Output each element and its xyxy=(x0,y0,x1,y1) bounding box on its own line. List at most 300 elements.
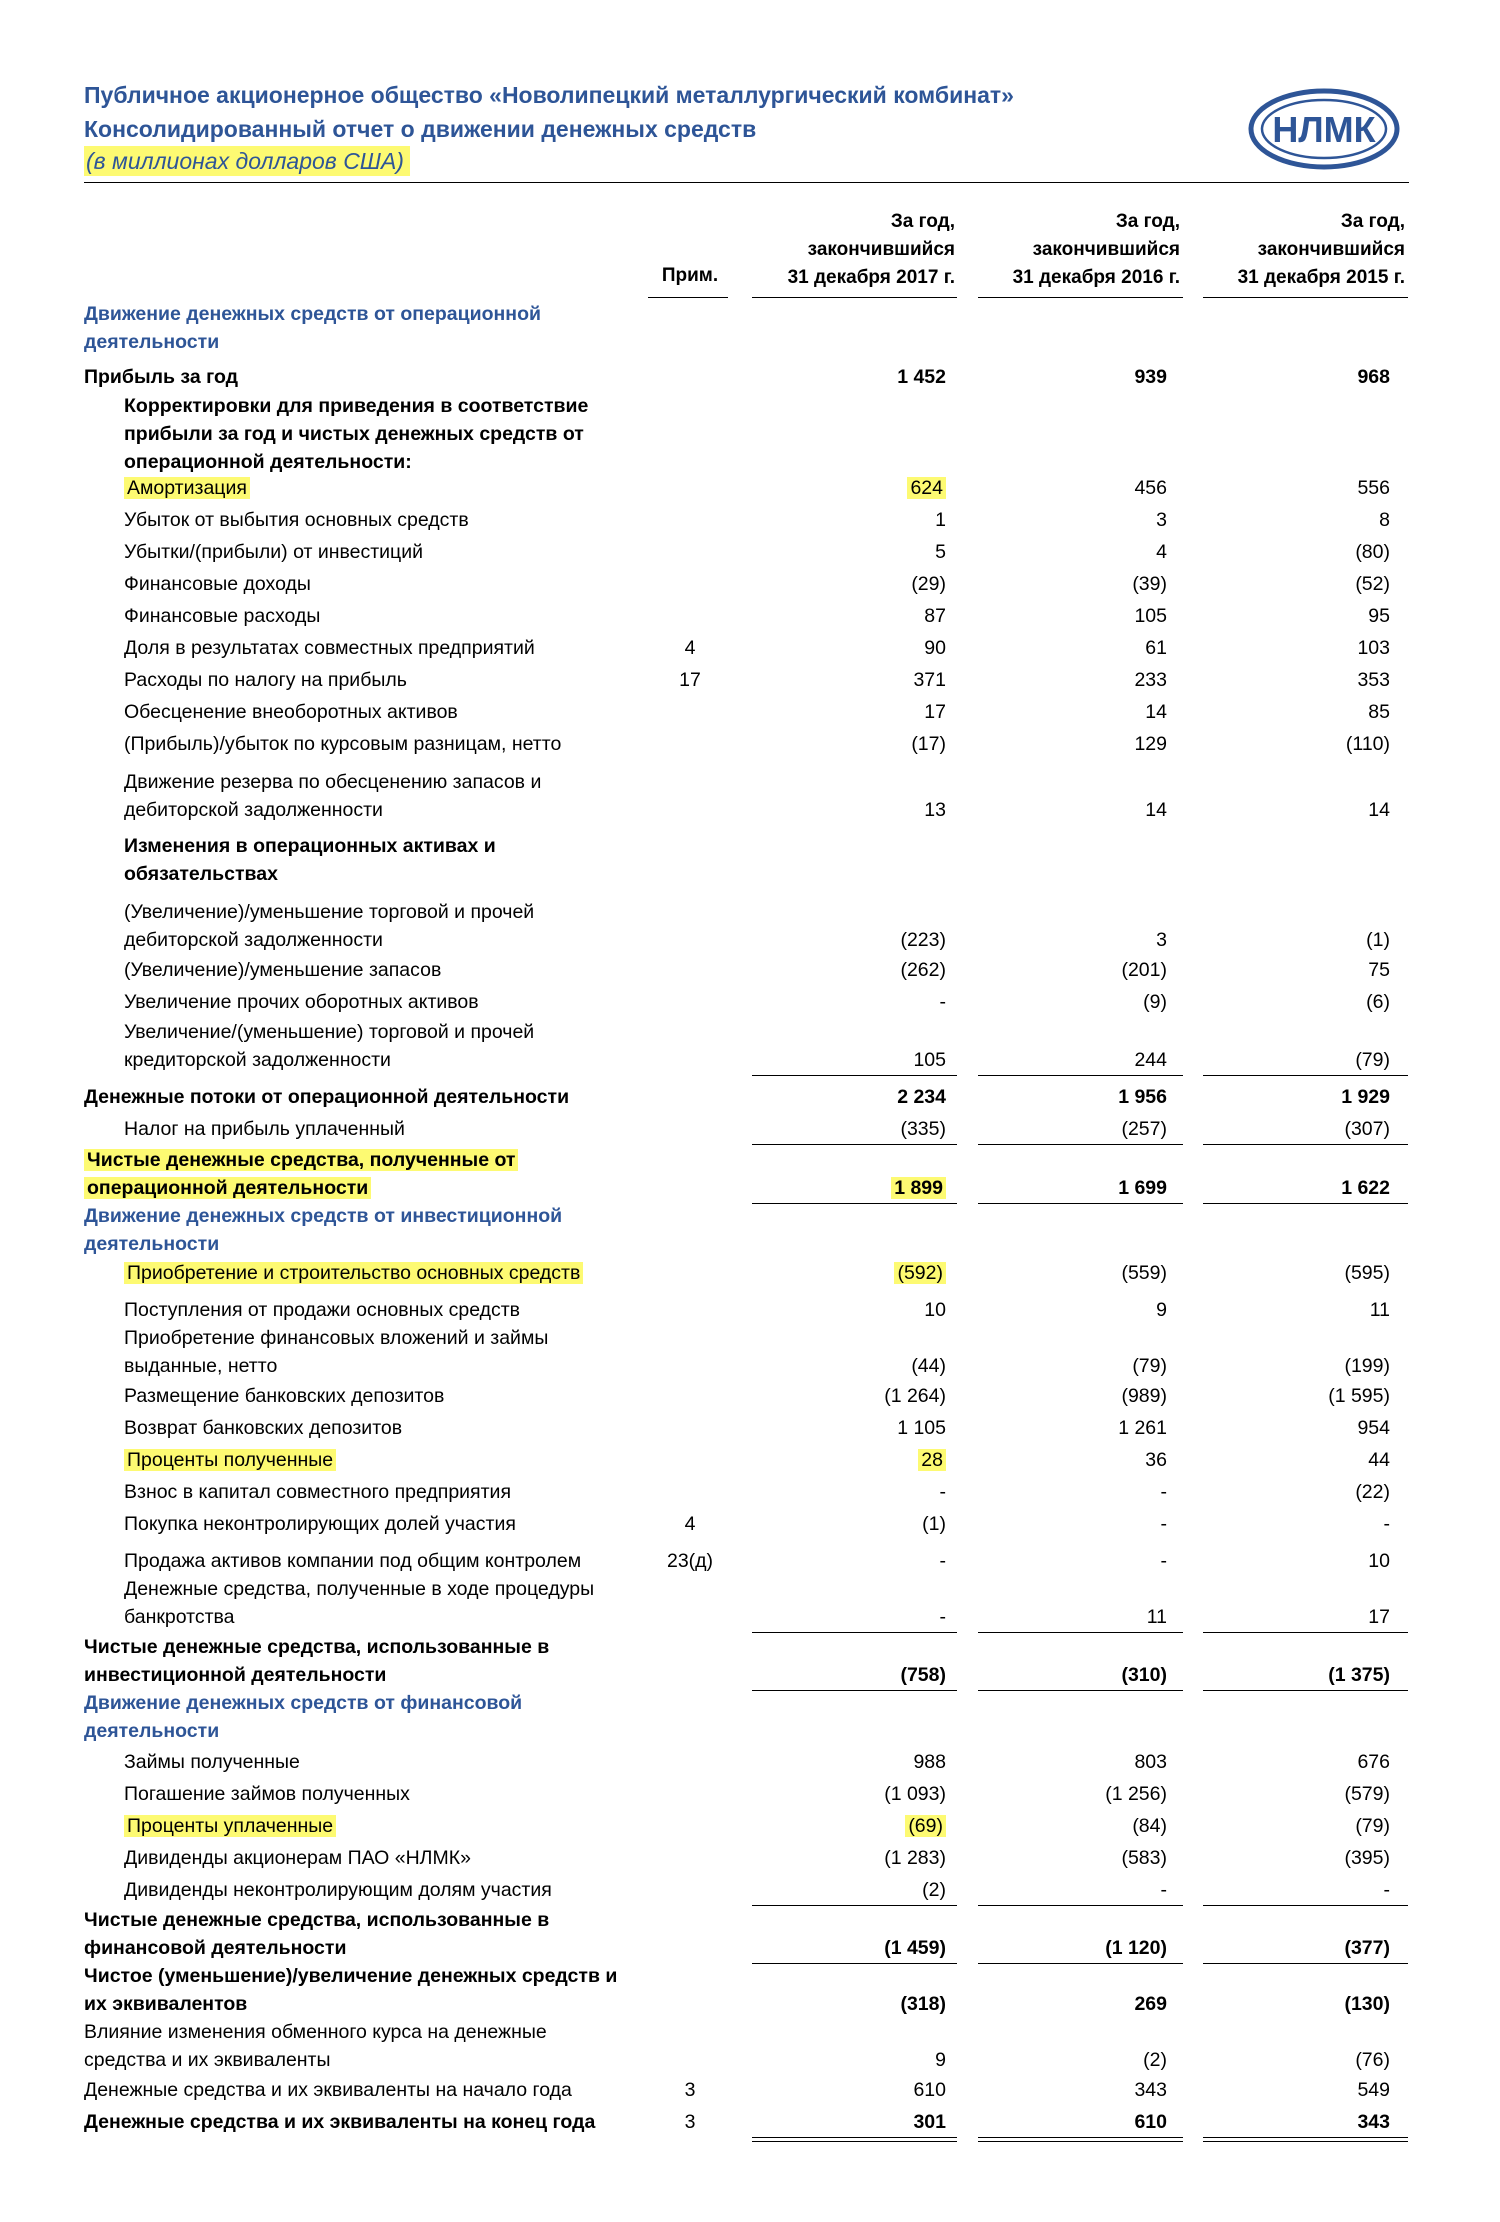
total-rule xyxy=(752,1144,957,1145)
value-cell-2017 xyxy=(746,1661,946,1689)
value-cell-2015 xyxy=(1190,1259,1390,1287)
value-text: - xyxy=(1160,1513,1167,1535)
row-label xyxy=(84,1689,522,1745)
value-cell-2015 xyxy=(1190,634,1390,662)
row-label-line: операционной деятельности: xyxy=(124,451,412,473)
value-text: 1 622 xyxy=(1341,1177,1390,1199)
value-cell-2015 xyxy=(1190,1844,1390,1872)
value-cell-2017 xyxy=(746,1115,946,1143)
value-cell-2015 xyxy=(1190,926,1390,954)
value-cell-2017 xyxy=(746,1083,946,1111)
table-row xyxy=(0,570,1500,598)
table-row xyxy=(0,988,1500,1016)
table-row xyxy=(0,392,1500,476)
value-text: 676 xyxy=(1357,1751,1390,1773)
value-text: - xyxy=(939,1606,946,1628)
table-row xyxy=(0,363,1500,391)
value-cell-2017 xyxy=(746,730,946,758)
row-label-line: Корректировки для приведения в соответствие xyxy=(124,395,589,417)
table-row xyxy=(0,538,1500,566)
value-cell-2015 xyxy=(1190,602,1390,630)
total-rule xyxy=(752,1075,957,1076)
value-text: (1) xyxy=(922,1513,946,1535)
row-label xyxy=(84,1146,518,1202)
column-header-2015-line: закончившийся xyxy=(1257,239,1405,260)
value-text: 988 xyxy=(913,1751,946,1773)
value-cell-2016 xyxy=(967,1174,1167,1202)
value-text: (29) xyxy=(911,573,946,595)
value-cell-2015 xyxy=(1190,1780,1390,1808)
value-cell-2017 xyxy=(746,1876,946,1904)
table-row xyxy=(0,1083,1500,1111)
value-text: - xyxy=(1160,1879,1167,1901)
value-text: (1 093) xyxy=(884,1783,946,1805)
value-text: (9) xyxy=(1143,991,1167,1013)
row-label-line: деятельности xyxy=(84,1233,220,1255)
value-text: 610 xyxy=(913,2079,946,2101)
table-row xyxy=(0,1906,1500,1962)
row-label-line: Финансовые доходы xyxy=(124,573,311,595)
row-label-line: Влияние изменения обменного курса на денежные xyxy=(84,2021,547,2043)
row-label-line: выданные, нетто xyxy=(124,1355,278,1377)
value-cell-2015 xyxy=(1190,666,1390,694)
column-header-note xyxy=(640,262,740,290)
value-text: (17) xyxy=(911,733,946,755)
row-label-line: Чистое (уменьшение)/увеличение денежных средств и xyxy=(84,1965,618,1987)
value-cell-2016 xyxy=(967,1661,1167,1689)
value-cell-2016 xyxy=(967,1510,1167,1538)
table-row xyxy=(0,300,1500,356)
row-label-line: кредиторской задолженности xyxy=(124,1049,391,1071)
value-text: 14 xyxy=(1145,701,1167,723)
value-cell-2016 xyxy=(967,796,1167,824)
table-row xyxy=(0,1876,1500,1904)
value-cell-2016 xyxy=(967,1259,1167,1287)
company-name: Публичное акционерное общество «Новолипецкий металлургический комбинат» xyxy=(84,82,1014,108)
value-text: - xyxy=(939,1550,946,1572)
total-rule xyxy=(978,1075,1183,1076)
value-text: 353 xyxy=(1357,669,1390,691)
row-label-line: Чистые денежные средства, использованные в xyxy=(84,1909,550,1931)
row-label xyxy=(124,698,458,726)
value-text: (310) xyxy=(1121,1664,1167,1686)
table-row xyxy=(0,1414,1500,1442)
row-label xyxy=(124,730,561,758)
row-label xyxy=(124,832,496,888)
table-row xyxy=(0,1547,1500,1575)
row-label-line: Движение денежных средств от инвестиционной xyxy=(84,1205,563,1227)
row-label xyxy=(124,1296,520,1324)
value-cell-2017 xyxy=(746,2076,946,2104)
row-label xyxy=(124,988,479,1016)
value-cell-2016 xyxy=(967,1046,1167,1074)
value-cell-2015 xyxy=(1190,1990,1390,2018)
value-text: 954 xyxy=(1357,1417,1390,1439)
value-cell-2016 xyxy=(967,2046,1167,2074)
value-text: (79) xyxy=(1355,1049,1390,1071)
value-cell-2017 xyxy=(746,474,946,502)
value-cell-2015 xyxy=(1190,538,1390,566)
value-text: 9 xyxy=(1156,1299,1167,1321)
note-ref: 3 xyxy=(684,2079,696,2101)
row-label-line: Движение денежных средств от финансовой xyxy=(84,1692,523,1714)
value-text: (1 595) xyxy=(1328,1385,1390,1407)
value-cell-2017 xyxy=(746,1259,946,1287)
note-ref: 17 xyxy=(679,669,701,691)
value-text: 85 xyxy=(1368,701,1390,723)
value-cell-2015 xyxy=(1190,1748,1390,1776)
row-label-line: Возврат банковских депозитов xyxy=(124,1417,403,1439)
value-cell-2016 xyxy=(967,1352,1167,1380)
value-text: 1 261 xyxy=(1118,1417,1167,1439)
value-text: 8 xyxy=(1379,509,1390,531)
value-text: 968 xyxy=(1357,366,1390,388)
value-cell-2016 xyxy=(967,1115,1167,1143)
table-row xyxy=(0,1812,1500,1840)
value-text: (335) xyxy=(900,1118,946,1140)
row-label-line: Прибыль за год xyxy=(84,366,239,388)
value-text: (79) xyxy=(1132,1355,1167,1377)
value-text: 1 105 xyxy=(897,1417,946,1439)
value-cell-2016 xyxy=(967,730,1167,758)
value-text: (80) xyxy=(1355,541,1390,563)
value-cell-2015 xyxy=(1190,1934,1390,1962)
value-cell-2016 xyxy=(967,698,1167,726)
header-underline-2015 xyxy=(1203,297,1408,298)
value-text: (6) xyxy=(1366,991,1390,1013)
value-cell-2015 xyxy=(1190,1046,1390,1074)
table-row xyxy=(0,2108,1500,2136)
row-label-line: Покупка неконтролирующих долей участия xyxy=(124,1513,516,1535)
value-cell-2016 xyxy=(967,506,1167,534)
column-header-2015 xyxy=(1180,208,1405,292)
value-cell-2017 xyxy=(746,363,946,391)
value-text: 3 xyxy=(1156,509,1167,531)
value-text: - xyxy=(1383,1879,1390,1901)
column-header-2016-line: За год, xyxy=(1115,211,1180,232)
value-text: 13 xyxy=(924,799,946,821)
row-label xyxy=(124,1844,471,1872)
value-cell-2016 xyxy=(967,570,1167,598)
table-row xyxy=(0,1296,1500,1324)
value-text: (223) xyxy=(900,929,946,951)
total-rule xyxy=(1203,2141,1408,2142)
value-text: 10 xyxy=(1368,1550,1390,1572)
value-text: (2) xyxy=(1143,2049,1167,2071)
column-header-2016-line: закончившийся xyxy=(1032,239,1180,260)
value-cell-2015 xyxy=(1190,730,1390,758)
value-cell-2015 xyxy=(1190,1414,1390,1442)
value-cell-2017 xyxy=(746,1547,946,1575)
row-label-line: Займы полученные xyxy=(124,1751,300,1773)
row-label-line: Денежные потоки от операционной деятельности xyxy=(84,1086,570,1108)
value-text: 11 xyxy=(1369,1299,1390,1321)
value-cell-2016 xyxy=(967,1780,1167,1808)
value-text: 803 xyxy=(1134,1751,1167,1773)
value-cell-2017 xyxy=(746,988,946,1016)
value-text: (1) xyxy=(1366,929,1390,951)
value-text: (199) xyxy=(1344,1355,1390,1377)
value-text: (592) xyxy=(894,1262,946,1284)
value-cell-2015 xyxy=(1190,1296,1390,1324)
value-text: (69) xyxy=(905,1815,946,1837)
value-text: - xyxy=(1383,1513,1390,1535)
value-text: (201) xyxy=(1121,959,1167,981)
value-text: (44) xyxy=(911,1355,946,1377)
header-underline-note xyxy=(648,297,728,298)
value-cell-2017 xyxy=(746,634,946,662)
row-label-line: Дивиденды акционерам ПАО «НЛМК» xyxy=(124,1847,471,1869)
value-text: 3 xyxy=(1156,929,1167,951)
value-text: 17 xyxy=(924,701,946,723)
value-cell-2016 xyxy=(967,988,1167,1016)
row-label xyxy=(84,1962,617,2018)
table-row xyxy=(0,1018,1500,1074)
table-row xyxy=(0,698,1500,726)
value-text: (559) xyxy=(1121,1262,1167,1284)
value-text: - xyxy=(939,1481,946,1503)
value-text: 1 452 xyxy=(897,366,946,388)
table-row xyxy=(0,1478,1500,1506)
value-text: (79) xyxy=(1355,1815,1390,1837)
value-text: 5 xyxy=(935,541,946,563)
row-label-line: Движение денежных средств от операционной xyxy=(84,303,541,325)
value-cell-2016 xyxy=(967,1382,1167,1410)
value-text: 1 929 xyxy=(1341,1086,1390,1108)
row-label-line: деятельности xyxy=(84,1720,220,1742)
value-cell-2017 xyxy=(746,1844,946,1872)
row-label-line: Убытки/(прибыли) от инвестиций xyxy=(124,541,424,563)
table-row xyxy=(0,1748,1500,1776)
table-row xyxy=(0,1962,1500,2018)
value-cell-2017 xyxy=(746,796,946,824)
value-cell-2015 xyxy=(1190,1603,1390,1631)
value-cell-2017 xyxy=(746,666,946,694)
value-text: 44 xyxy=(1368,1449,1390,1471)
row-label-line: Погашение займов полученных xyxy=(124,1783,410,1805)
column-header-2016-line: 31 декабря 2016 г. xyxy=(1012,267,1180,288)
note-ref: 4 xyxy=(684,1513,696,1535)
note-header-label: Прим. xyxy=(661,265,719,286)
row-label xyxy=(124,1780,410,1808)
column-header-2017-line: закончившийся xyxy=(807,239,955,260)
value-text: - xyxy=(939,991,946,1013)
value-cell-2016 xyxy=(967,2076,1167,2104)
value-text: (1 459) xyxy=(884,1937,946,1959)
value-cell-2017 xyxy=(746,698,946,726)
value-cell-2015 xyxy=(1190,1661,1390,1689)
value-text: 1 956 xyxy=(1118,1086,1167,1108)
value-text: 105 xyxy=(1134,605,1167,627)
column-header-2016 xyxy=(955,208,1180,292)
value-text: (1 283) xyxy=(884,1847,946,1869)
value-cell-2016 xyxy=(967,1083,1167,1111)
note-ref: 23(д) xyxy=(666,1550,714,1572)
table-row xyxy=(0,602,1500,630)
total-rule xyxy=(752,2137,957,2138)
value-text: 11 xyxy=(1146,1606,1167,1628)
row-label-line: Чистые денежные средства, полученные от xyxy=(84,1149,518,1171)
statement-header xyxy=(84,78,1014,176)
row-label-line: средства и их эквиваленты xyxy=(84,2049,331,2071)
value-text: (307) xyxy=(1344,1118,1390,1140)
value-cell-2017 xyxy=(746,1603,946,1631)
row-label-line: обязательствах xyxy=(124,863,278,885)
value-text: 4 xyxy=(1156,541,1167,563)
row-label-line: Расходы по налогу на прибыль xyxy=(124,669,407,691)
row-label-line: банкротства xyxy=(124,1606,235,1628)
row-label xyxy=(124,1382,444,1410)
row-label xyxy=(124,1876,552,1904)
value-text: (52) xyxy=(1355,573,1390,595)
total-rule xyxy=(1203,1075,1408,1076)
value-cell-2016 xyxy=(967,1603,1167,1631)
row-label-line: (Увеличение)/уменьшение запасов xyxy=(124,959,442,981)
value-text: (1 256) xyxy=(1105,1783,1167,1805)
value-cell-2015 xyxy=(1190,698,1390,726)
value-text: 10 xyxy=(924,1299,946,1321)
row-label-line: финансовой деятельности xyxy=(84,1937,347,1959)
table-row xyxy=(0,634,1500,662)
value-cell-2016 xyxy=(967,1478,1167,1506)
header-underline-2016 xyxy=(978,297,1183,298)
row-label xyxy=(124,1018,534,1074)
value-cell-2015 xyxy=(1190,2046,1390,2074)
value-text: 301 xyxy=(913,2111,946,2133)
value-cell-2017 xyxy=(746,506,946,534)
value-text: (1 264) xyxy=(884,1385,946,1407)
value-text: (262) xyxy=(900,959,946,981)
row-label xyxy=(124,392,588,476)
logo-text: НЛМК xyxy=(1272,109,1376,150)
value-text: (395) xyxy=(1344,1847,1390,1869)
value-text: 610 xyxy=(1134,2111,1167,2133)
table-row xyxy=(0,1446,1500,1474)
value-cell-2016 xyxy=(967,1934,1167,1962)
row-label xyxy=(124,956,441,984)
value-cell-2017 xyxy=(746,1934,946,1962)
row-label xyxy=(124,634,535,662)
table-row xyxy=(0,956,1500,984)
value-cell-2017 xyxy=(746,956,946,984)
row-label-line: операционной деятельности xyxy=(84,1177,371,1199)
value-cell-2016 xyxy=(967,1296,1167,1324)
value-cell-2016 xyxy=(967,926,1167,954)
row-label-line: Изменения в операционных активах и xyxy=(124,835,496,857)
value-cell-2016 xyxy=(967,1446,1167,1474)
row-label xyxy=(124,1259,583,1287)
row-label-line: Финансовые расходы xyxy=(124,605,321,627)
value-cell-2015 xyxy=(1190,506,1390,534)
row-label xyxy=(124,570,311,598)
row-label xyxy=(124,474,250,502)
row-label-line: Увеличение/(уменьшение) торговой и прочей xyxy=(124,1021,535,1043)
value-text: 343 xyxy=(1357,2111,1390,2133)
column-header-2017-line: За год, xyxy=(890,211,955,232)
value-cell-2017 xyxy=(746,1780,946,1808)
row-label xyxy=(124,1414,402,1442)
row-label xyxy=(124,666,407,694)
value-cell-2015 xyxy=(1190,1083,1390,1111)
value-cell-2016 xyxy=(967,634,1167,662)
row-label-line: Размещение банковских депозитов xyxy=(124,1385,445,1407)
value-cell-2017 xyxy=(746,1748,946,1776)
row-label-line: Доля в результатах совместных предприятий xyxy=(124,637,535,659)
value-text: (377) xyxy=(1344,1937,1390,1959)
value-cell-2016 xyxy=(967,1812,1167,1840)
value-cell-2016 xyxy=(967,363,1167,391)
table-row xyxy=(0,1780,1500,1808)
row-label xyxy=(124,538,423,566)
value-cell-2016 xyxy=(967,1876,1167,1904)
row-label xyxy=(124,1748,300,1776)
row-label-line: Движение резерва по обесценению запасов и xyxy=(124,771,542,793)
value-cell-2016 xyxy=(967,1990,1167,2018)
total-rule xyxy=(1203,2137,1408,2138)
value-text: 14 xyxy=(1145,799,1167,821)
row-label-line: Проценты уплаченные xyxy=(124,1815,336,1837)
value-cell-2016 xyxy=(967,1748,1167,1776)
table-row xyxy=(0,1575,1500,1631)
row-label xyxy=(84,300,541,356)
value-text: (758) xyxy=(900,1664,946,1686)
total-rule xyxy=(978,1144,1183,1145)
table-row xyxy=(0,1115,1500,1143)
value-cell-2017 xyxy=(746,1046,946,1074)
value-text: 549 xyxy=(1357,2079,1390,2101)
row-label-line: Амортизация xyxy=(124,477,250,499)
table-row xyxy=(0,730,1500,758)
value-cell-2017 xyxy=(746,602,946,630)
value-cell-2015 xyxy=(1190,1478,1390,1506)
row-label xyxy=(124,506,469,534)
value-text: (84) xyxy=(1132,1815,1167,1837)
row-label-line: Денежные средства, полученные в ходе процедуры xyxy=(124,1578,595,1600)
value-cell-2017 xyxy=(746,2108,946,2136)
value-cell-2015 xyxy=(1190,474,1390,502)
table-row xyxy=(0,768,1500,824)
value-cell-2017 xyxy=(746,1478,946,1506)
table-row xyxy=(0,1844,1500,1872)
value-text: - xyxy=(1160,1550,1167,1572)
table-row xyxy=(0,1324,1500,1380)
value-text: (257) xyxy=(1121,1118,1167,1140)
note-ref: 3 xyxy=(684,2111,696,2133)
row-label-line: инвестиционной деятельности xyxy=(84,1664,387,1686)
table-row xyxy=(0,832,1500,888)
row-label xyxy=(84,2076,572,2104)
value-text: (130) xyxy=(1344,1993,1390,2015)
value-cell-2016 xyxy=(967,666,1167,694)
value-text: 17 xyxy=(1368,1606,1390,1628)
row-label-line: Обесценение внеоборотных активов xyxy=(124,701,458,723)
nlmk-logo xyxy=(1248,87,1400,171)
column-header-2015-line: За год, xyxy=(1340,211,1405,232)
value-cell-2015 xyxy=(1190,1352,1390,1380)
value-cell-2017 xyxy=(746,2046,946,2074)
value-cell-2015 xyxy=(1190,363,1390,391)
value-cell-2015 xyxy=(1190,2076,1390,2104)
currency-unit: (в миллионах долларов США) xyxy=(84,146,410,176)
value-cell-2016 xyxy=(967,2108,1167,2136)
total-rule xyxy=(1203,1144,1408,1145)
row-label-line: Приобретение финансовых вложений и займы xyxy=(124,1327,549,1349)
value-text: 2 234 xyxy=(897,1086,946,1108)
value-cell-2017 xyxy=(746,1510,946,1538)
value-text: 75 xyxy=(1368,959,1390,981)
table-row xyxy=(0,1202,1500,1258)
value-text: 36 xyxy=(1145,1449,1167,1471)
